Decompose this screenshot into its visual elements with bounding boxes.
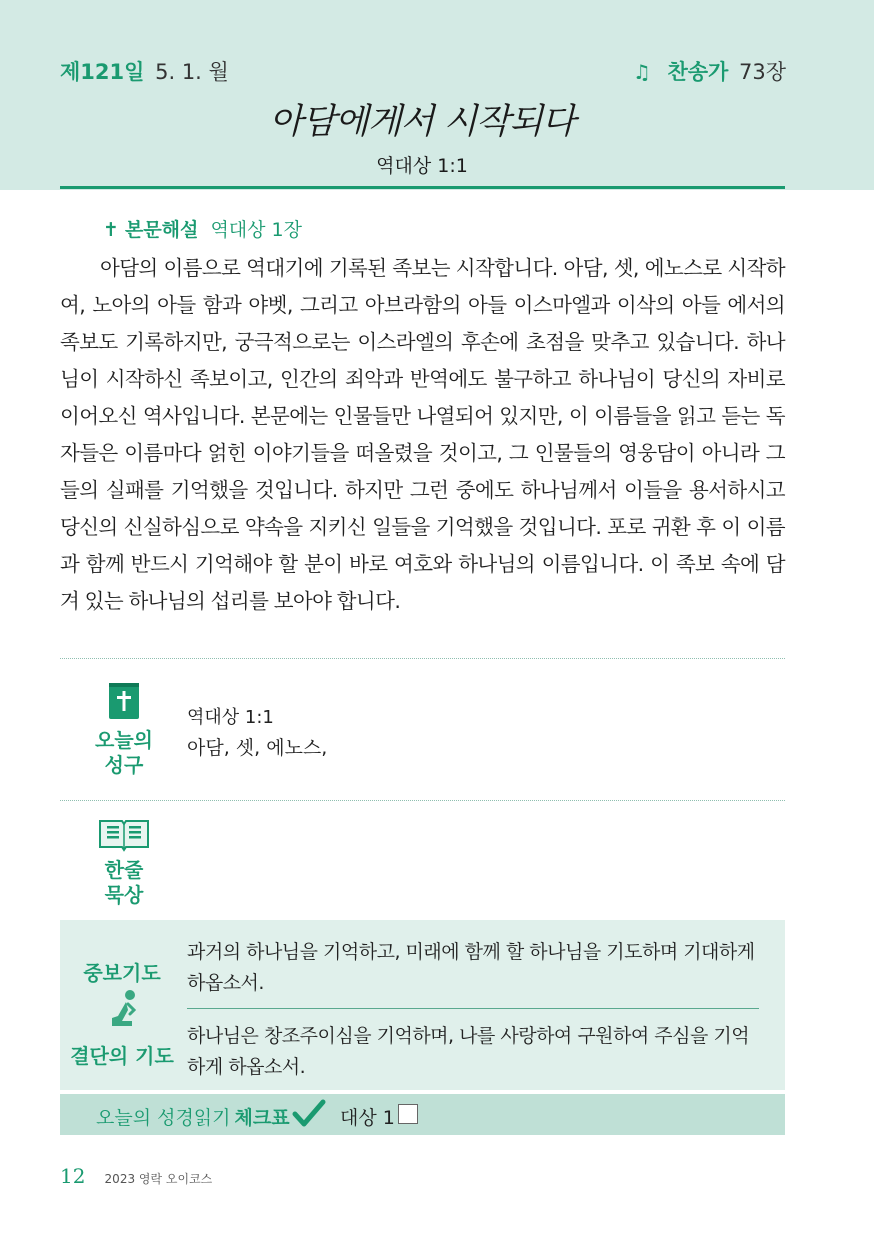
commentary-body: [60, 250, 785, 620]
cross-icon: ✝: [103, 219, 119, 241]
checklist-reading: 대상 1: [340, 1107, 395, 1129]
commentary-paragraph: 아담의 이름으로 역대기에 기록된 족보는 시작합니다. 아담, 셋, 에노스로 시작하여, 노아의 아들 함과 야벳, 그리고 아브라함의 아들 이스마엘과 이삭의 아들 에서의 족보도 기록하지만, 궁극적으로는 이스라엘의 후손에 초점을 맞추고 있습니다. 하나님이 시작하신 족보이고, 인간의 죄악과 반역에도 불구하고 하나님이 당신의 자비로 이어오신 역사입니다. 본문에는 인물들만 나열되어 있지만, 이 이름들을 읽고 듣는 독자들은 이름마다 얽힌 이야기들을 떠올렸을 것이고, 그 인물들의 영웅담이 아니라 그들의 실패를 기억했을 것입니다. 하지만 그런 중에도 하나님께서 이들을 용서하시고 당신의 신실하심으로 약속을 지키신 일들을 기억했을 것입니다. 포로 귀환 후 이 이름과 함께 반드시 기억해야 할 분이 바로 여호와 하나님의 이름입니다. 이 족보 속에 담겨 있는 하나님의 섭리를 보아야 합니다.: [60, 256, 785, 613]
page-number: 12: [60, 1164, 86, 1188]
reading-checkbox[interactable]: [398, 1104, 418, 1124]
checkmark-icon: [292, 1099, 326, 1133]
checklist-label: [96, 1103, 290, 1130]
verse-section-label: [80, 728, 168, 778]
commentary-label: 본문해설: [124, 219, 199, 241]
reading-checklist: [60, 1094, 785, 1135]
verse-label-line2: 성구: [104, 753, 144, 777]
book-icon: [106, 680, 142, 726]
intercession-label: 중보기도: [83, 961, 161, 985]
verse-text: 아담, 셋, 에노스,: [187, 737, 328, 759]
page-title: 아담에게서 시작되다: [269, 102, 575, 142]
section-divider: [60, 658, 785, 659]
meditation-label-line1: 한줄: [104, 858, 144, 882]
meditation-label-line2: 묵상: [104, 883, 144, 907]
checklist-label-text: 오늘의 성경읽기: [96, 1107, 231, 1129]
verse-reference: 역대상 1:1: [187, 707, 274, 728]
music-note-icon: ♫: [632, 60, 651, 84]
date: 5. 1. 월: [155, 60, 229, 84]
meditation-section-label: [80, 858, 168, 908]
hymn-label: 찬송가: [667, 60, 729, 84]
hymn-info: [633, 56, 786, 86]
header-divider: [60, 186, 785, 189]
commentary-reference: 역대상 1장: [210, 219, 302, 241]
prayer-divider: [187, 1008, 759, 1009]
page-subtitle: 역대상 1:1: [376, 155, 468, 177]
section-divider: [60, 800, 785, 801]
open-book-icon: [96, 815, 152, 857]
day-info: [60, 56, 229, 86]
publication-name: 2023 영락 오이코스: [104, 1172, 213, 1186]
intercession-text: 과거의 하나님을 기억하고, 미래에 함께 할 하나님을 기도하며 기대하게 하옵소서.: [187, 941, 755, 994]
resolution-label: 결단의 기도: [70, 1044, 174, 1068]
day-number: 제121일: [60, 60, 145, 84]
hymn-number: 73장: [738, 60, 786, 84]
page-footer: [60, 1164, 212, 1188]
verse-label-line1: 오늘의: [95, 728, 153, 752]
commentary-heading: [103, 215, 302, 242]
checklist-label-bold: 체크표: [234, 1107, 290, 1129]
praying-person-icon: [104, 988, 142, 1036]
resolution-text: 하나님은 창조주이심을 기억하며, 나를 사랑하여 구원하여 주심을 기억하게 하옵소서.: [187, 1025, 750, 1078]
